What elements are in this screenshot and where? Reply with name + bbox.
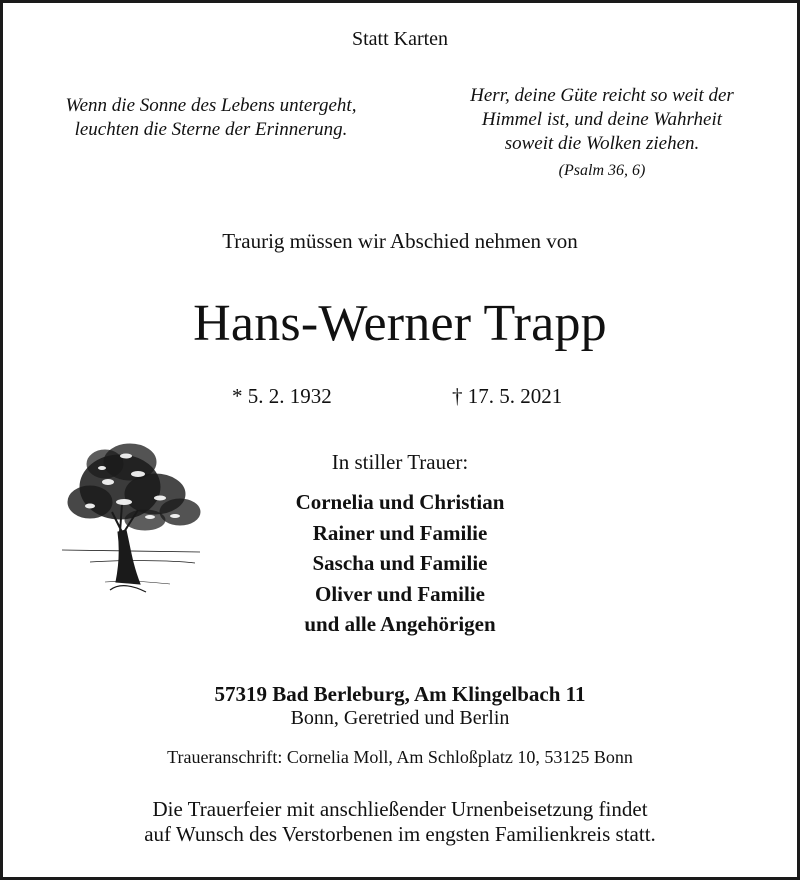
mourning-label: In stiller Trauer:	[331, 450, 469, 474]
intro-text: Traurig müssen wir Abschied nehmen von	[222, 229, 578, 253]
mourner-item: Cornelia und Christian	[295, 490, 505, 514]
quote-right-line: Herr, deine Güte reicht so weit der	[470, 85, 734, 106]
quote-left-line: leuchten die Sterne der Erinnerung.	[74, 119, 348, 140]
quote-left-line: Wenn die Sonne des Lebens untergeht,	[65, 95, 357, 116]
mourning-postal-address: Traueranschrift: Cornelia Moll, Am Schloßplatz 10, 53125 Bonn	[167, 747, 633, 767]
mourner-item: Rainer und Familie	[312, 520, 488, 545]
deceased-name: Hans-Werner Trapp	[193, 295, 607, 352]
death-date: † 17. 5. 2021	[452, 384, 563, 408]
mourner-item: Oliver und Familie	[315, 581, 485, 606]
ceremony-line: Die Trauerfeier mit anschließender Urnenbeisetzung findet	[152, 797, 648, 821]
quote-right-line: Himmel ist, und deine Wahrheit	[481, 109, 723, 130]
family-cities: Bonn, Geretried und Berlin	[290, 707, 510, 729]
ceremony-line: auf Wunsch des Verstorbenen im engsten Familienkreis statt.	[144, 822, 656, 846]
ceremony-notice	[0, 797, 800, 847]
mourners-list	[200, 487, 600, 640]
birth-date: * 5. 2. 1932	[232, 384, 332, 408]
quote-reference: (Psalm 36, 6)	[558, 162, 646, 179]
mourner-item: Sascha und Familie	[312, 551, 488, 575]
header-statt-karten: Statt Karten	[351, 28, 449, 50]
tree-illustration-icon	[60, 432, 210, 612]
residence-address: 57319 Bad Berleburg, Am Klingelbach 11	[214, 682, 586, 706]
quote-right	[420, 84, 784, 156]
quote-left	[28, 94, 394, 142]
mourner-item: und alle Angehörigen	[304, 612, 496, 636]
quote-right-line: soweit die Wolken ziehen.	[504, 133, 700, 154]
